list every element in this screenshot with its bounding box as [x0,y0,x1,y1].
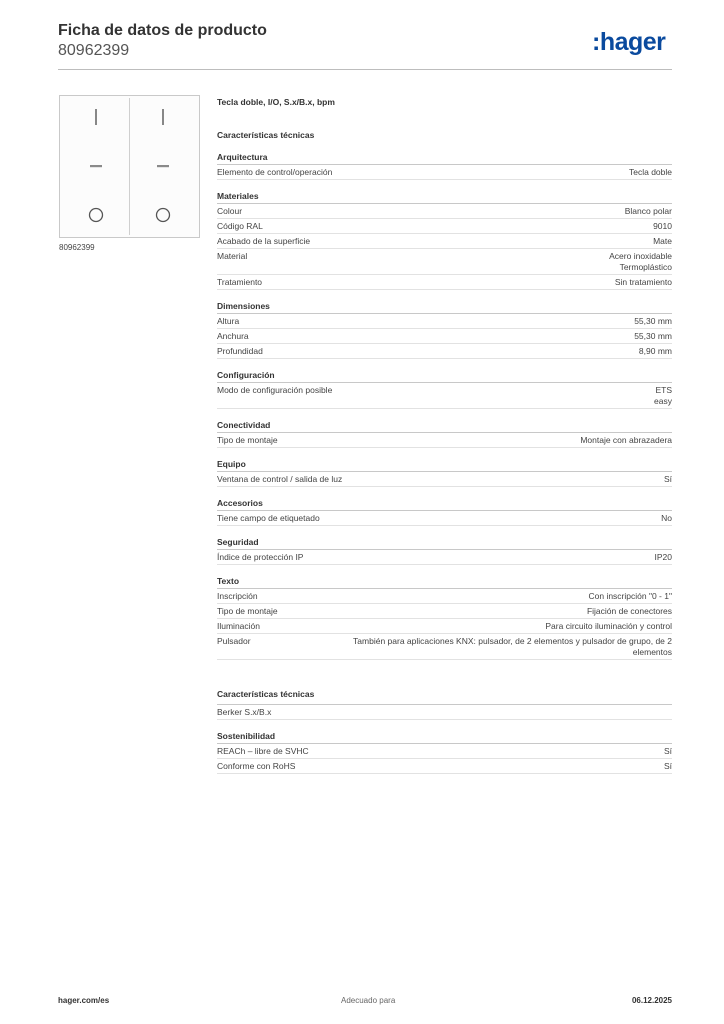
spec-value: 9010 [653,220,672,231]
spec-group-title: Accesorios [217,497,672,511]
spec-row [217,550,672,565]
footer-date: 06.12.2025 [631,996,672,1005]
spec-row [217,433,672,448]
spec-group [217,730,672,774]
spec-value: Montaje con abrazadera [580,434,672,445]
spec-group [217,300,672,359]
spec-value: Sí [663,473,672,484]
hager-logo: :hager [592,28,666,56]
spec-group [217,536,672,565]
spec-value: 8,90 mm [638,345,672,356]
spec-label: Berker S.x/B.x [217,706,272,717]
spec-value: Sin tratamiento [614,276,672,287]
spec-label: Pulsador [217,635,251,646]
spec-row [217,472,672,487]
spec-group [217,458,672,487]
spec-row [217,634,672,660]
spec-row [217,219,672,234]
spec-row [217,604,672,619]
spec-label: Código RAL [217,220,263,231]
spec-label: Acabado de la superficie [217,235,311,246]
spec-groups-2 [217,704,672,774]
spec-row [217,511,672,526]
spec-row [217,705,672,720]
spec-group [217,419,672,448]
spec-value: 55,30 mm [634,315,672,326]
spec-group-title: Sostenibilidad [217,730,672,744]
spec-group-title: Texto [217,575,672,589]
spec-value: Sí [663,745,672,756]
spec-group [217,575,672,660]
spec-group-title: Arquitectura [217,151,672,165]
spec-row [217,759,672,774]
spec-label: Anchura [217,330,249,341]
header [58,21,267,60]
spec-group [217,190,672,290]
spec-label: Elemento de control/operación [217,166,333,177]
spec-group [217,704,672,720]
image-caption: 80962399 [59,243,95,252]
spec-value: IP20 [654,551,672,562]
spec-label: Tipo de montaje [217,434,278,445]
spec-value: También para aplicaciones KNX: pulsador, de 2 elementos y pulsador de grupo, de 2 elementos [353,635,672,657]
spec-row [217,619,672,634]
led-window-right-icon [157,165,169,167]
spec-groups [217,151,672,660]
spec-group [217,369,672,409]
spec-group [217,151,672,180]
spec-label: Profundidad [217,345,263,356]
spec-label: Conforme con RoHS [217,760,296,771]
spec-group-title: Conectividad [217,419,672,433]
product-image [59,95,200,238]
spec-group-title: Configuración [217,369,672,383]
section-heading-specs-2: Características técnicas [217,689,315,699]
spec-value: ETS easy [654,384,672,406]
spec-row [217,249,672,275]
header-divider [58,69,672,70]
spec-row [217,275,672,290]
spec-group-title: Equipo [217,458,672,472]
spec-row [217,383,672,409]
spec-label: Inscripción [217,590,258,601]
spec-group [217,497,672,526]
spec-value: Tecla doble [628,166,672,177]
spec-label: Índice de protección IP [217,551,304,562]
spec-label: Tratamiento [217,276,263,287]
spec-row [217,314,672,329]
spec-label: Tiene campo de etiquetado [217,512,320,523]
spec-row [217,165,672,180]
spec-label: Ventana de control / salida de luz [217,473,343,484]
spec-row [217,744,672,759]
spec-label: Material [217,250,248,261]
spec-value: Acero inoxidable Termoplástico [609,250,672,272]
page-title: Ficha de datos de producto [58,22,267,39]
spec-label: Tipo de montaje [217,605,278,616]
spec-label: REACh – libre de SVHC [217,745,309,756]
spec-value: Con inscripción "0 - 1" [588,590,672,601]
product-number: 80962399 [58,42,130,59]
spec-row [217,589,672,604]
spec-content [217,96,672,774]
spec-row [217,329,672,344]
spec-value: Fijación de conectores [586,605,672,616]
spec-label: Colour [217,205,243,216]
double-rocker-switch-icon [60,96,199,237]
spec-value: No [661,512,672,523]
footer-center-text: Adecuado para [341,996,396,1005]
product-description: Tecla doble, I/O, S.x/B.x, bpm [217,97,335,107]
spec-label: Modo de configuración posible [217,384,333,395]
spec-value: Sí [663,760,672,771]
spec-label: Iluminación [217,620,260,631]
spec-value: 55,30 mm [634,330,672,341]
spec-row [217,234,672,249]
spec-value: Mate [653,235,672,246]
spec-group-title: Seguridad [217,536,672,550]
spec-value: Blanco polar [624,205,672,216]
footer-website: hager.com/es [58,996,110,1005]
spec-label: Altura [217,315,240,326]
spec-row [217,204,672,219]
spec-group-title: Materiales [217,190,672,204]
led-window-left-icon [90,165,102,167]
spec-group-title: Dimensiones [217,300,672,314]
spec-row [217,344,672,359]
section-heading-specs: Características técnicas [217,130,315,140]
spec-value: Para circuito iluminación y control [545,620,672,631]
